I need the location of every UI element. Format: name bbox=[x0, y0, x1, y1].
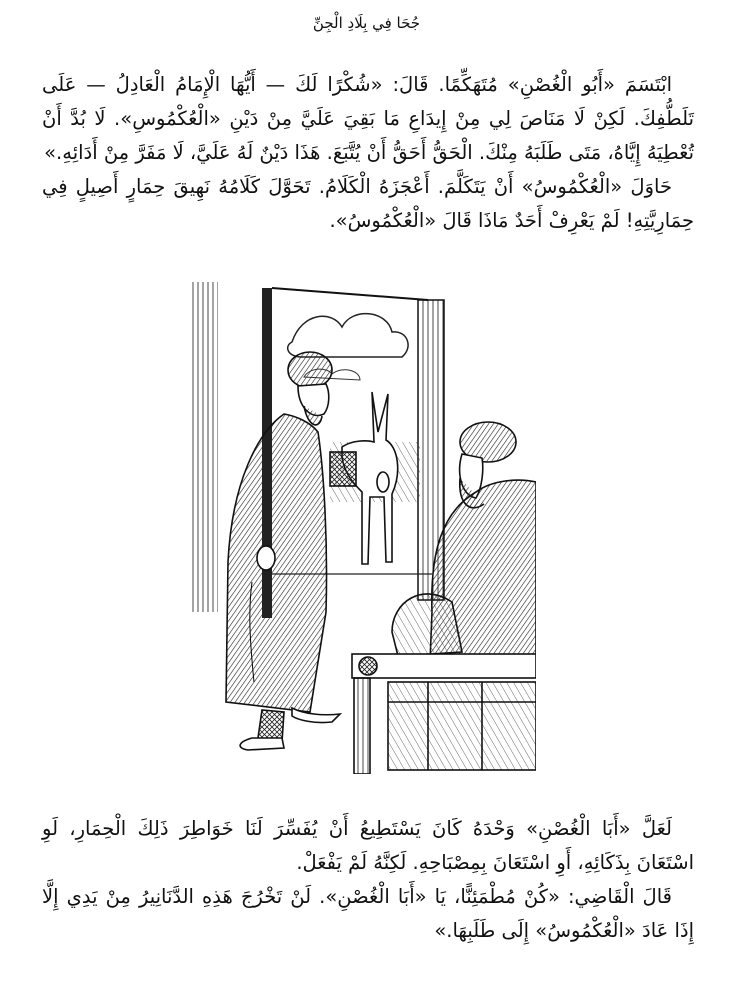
paragraph: حَاوَلَ «الْعُكْمُوسُ» أَنْ يَتَكَلَّمَ. أَعْجَزَهُ الْكَلَامُ. تَحَوَّلَ كَلَامُهُ نَهِيقَ حِمَارٍ أَصِيلٍ فِي حِمَارِيَّتِهِ! لَمْ يَعْرِفْ أَحَدٌ مَاذَا قَالَ «الْعُكْمُوسُ». bbox=[42, 175, 694, 232]
paragraph: قَالَ الْقَاضِي: «كُنْ مُطْمَئِنًّا، يَا «أَبَا الْغُصْنِ». لَنْ تَخْرُجَ هَذِهِ الدَّنَانِيرُ مِنْ يَدِي إِلَّا إِذَا عَادَ «الْعُكْمُوسُ» إِلَى طَلَبِهَا.» bbox=[42, 885, 694, 942]
story-illustration-icon bbox=[192, 282, 536, 774]
running-title: جُحَا فِي بِلَادِ الْجِنِّ bbox=[312, 14, 421, 32]
paragraph: ابْتَسَمَ «أَبُو الْغُصْنِ» مُتَهَكِّمًا. قَالَ: «شُكْرًا لَكَ — أَيُّهَا الْإِمَامُ الْعَادِلُ — عَلَى تَلَطُّفِكَ. لَكِنْ لَا مَنَاصَ لِي مِنْ إِيدَاعِ مَا بَقِيَ عَلَيَّ مِنْ دَيْنِ «الْعُكْمُوسِ». لَا بُدَّ أَنْ تُعْطِيَهُ إِيَّاهُ، مَتَى طَلَبَهُ مِنْكَ. الْحَقُّ أَحَقُّ أَنْ يُتَّبَعَ. هَذَا دَيْنٌ لَهُ عَلَيَّ، لَا مَفَرَّ مِنْ أَدَائِهِ.» bbox=[42, 73, 694, 164]
top-text-block bbox=[42, 68, 694, 238]
paragraph: لَعَلَّ «أَبَا الْغُصْنِ» وَحْدَهُ كَانَ يَسْتَطِيعُ أَنْ يُفَسِّرَ لَنَا خَوَاطِرَ ذَلِكَ الْحِمَارِ، لَوِ اسْتَعَانَ بِذَكَائِهِ، أَوِ اسْتَعَانَ بِمِصْبَاحِهِ. لَكِنَّهُ لَمْ يَفْعَلْ. bbox=[42, 817, 694, 874]
bottom-text-block bbox=[42, 812, 694, 948]
